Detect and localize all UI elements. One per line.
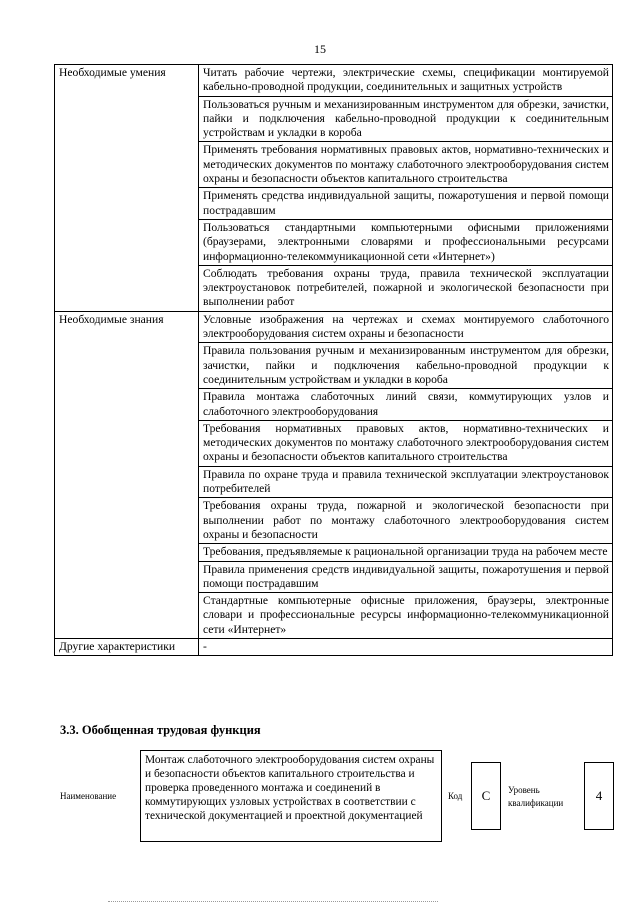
- knowledge-item: Правила по охране труда и правила технической эксплуатации электроустановок потребителей: [199, 466, 613, 498]
- knowledge-item: Стандартные компьютерные офисные приложения, браузеры, электронные словари и профессиональные ресурсы информационно-телекоммуникационной сети «Интернет»: [199, 593, 613, 639]
- skill-item: Соблюдать требования охраны труда, правила технической эксплуатации электроустановок потребителей, пожарной и экологической безопасности при выполнении работ: [199, 265, 613, 311]
- table-row: [55, 65, 613, 97]
- row-label-other: Другие характеристики: [55, 638, 199, 655]
- knowledge-item: Требования охраны труда, пожарной и экологической безопасности при выполнении работ по монтажу слаботочного электрооборудования систем охраны и безопасности: [199, 498, 613, 544]
- skill-item: Пользоваться ручным и механизированным инструментом для обрезки, зачистки, пайки и подключения кабельно-проводной продукции к соединительным устройствам и укладки в короба: [199, 96, 613, 142]
- level-value-box: 4: [584, 762, 614, 830]
- knowledge-item: Условные изображения на чертежах и схемах монтируемого слаботочного электрооборудования систем охраны и безопасности: [199, 311, 613, 343]
- knowledge-item: Требования, предъявляемые к рациональной организации труда на рабочем месте: [199, 544, 613, 561]
- knowledge-item: Правила пользования ручным и механизированным инструментом для обрезки, зачистки, пайки и подключения кабельно-проводной продукции к соединительным устройствам и укладки в короба: [199, 343, 613, 389]
- function-name-box: Монтаж слаботочного электрооборудования систем охраны и безопасности объектов капитального строительства и проверка проведенного монтажа и соединений в коммутирующих узловых устройствах в соответствии с технической документацией и проектной документацией: [140, 750, 442, 842]
- skill-item: Пользоваться стандартными компьютерными офисными приложениями (браузерами, электронными словарями и профессиональными ресурсами информационно-телекоммуникационной сети «Интернет»): [199, 219, 613, 265]
- code-value-box: С: [471, 762, 501, 830]
- skill-item: Читать рабочие чертежи, электрические схемы, спецификации монтируемой кабельно-проводной продукции, соединительных и защитных устройств: [199, 65, 613, 97]
- table-row: [55, 638, 613, 655]
- name-label: Наименование: [60, 791, 117, 801]
- code-label: Код: [448, 791, 463, 801]
- skill-item: Применять средства индивидуальной защиты, пожаротушения и первой помощи пострадавшим: [199, 188, 613, 220]
- knowledge-item: Правила применения средств индивидуальной защиты, пожаротушения и первой помощи пострадавшим: [199, 561, 613, 593]
- row-label-skills: Необходимые умения: [55, 65, 199, 312]
- table-row: [55, 311, 613, 343]
- page-number: 15: [314, 42, 326, 56]
- level-label-line2: квалификации: [508, 798, 564, 808]
- requirements-table: [54, 64, 613, 656]
- footer-divider: [108, 901, 438, 903]
- skill-item: Применять требования нормативных правовых актов, нормативно-технических и методических документов по монтажу слаботочного электрооборудования систем охраны и безопасности объектов капитального строительства: [199, 142, 613, 188]
- other-item: -: [199, 638, 613, 655]
- row-label-knowledge: Необходимые знания: [55, 311, 199, 638]
- knowledge-item: Требования нормативных правовых актов, нормативно-технических и методических документов по монтажу слаботочного электрооборудования систем охраны и безопасности объектов капитального строительства: [199, 420, 613, 466]
- section-title: 3.3. Обобщенная трудовая функция: [60, 723, 261, 737]
- knowledge-item: Правила монтажа слаботочных линий связи, коммутирующих узлов и слаботочного электрооборудования: [199, 389, 613, 421]
- level-label-line1: Уровень: [508, 785, 540, 795]
